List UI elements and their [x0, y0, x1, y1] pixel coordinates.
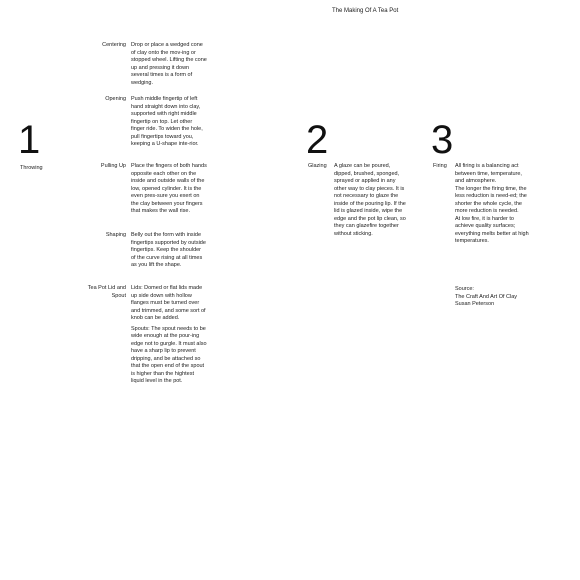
section-number-3: 3	[431, 118, 454, 162]
firing-paragraph: The longer the firing time, the less reduction is need-ed; the shorter the whole cycle, the more reduction is needed.	[455, 185, 527, 214]
section-number-1: 1	[18, 118, 41, 162]
step-label-centering: Centering	[102, 42, 126, 48]
step-paragraph: Belly out the form with inside fingertips supported by outside fingertips. Keep the shoulder of the curve rising at all times as you lift the shape.	[131, 232, 206, 268]
firing-paragraph: All firing is a balancing act between time, temperature, and atmosphere.	[455, 163, 522, 184]
step-paragraph: Place the fingers of both hands opposite each other on the inside and outside walls of the low, opened cylinder. It is the even pres-sure you exert on the clay between your fingers that makes the wall rise.	[131, 163, 207, 214]
step-label-lid-spout: Tea Pot Lid and Spout	[87, 285, 126, 299]
glazing-paragraph: A glaze can be poured, dipped, brushed, sponged, sprayed or applied in any other way to clay pieces. It is not necessary to glaze the inside of the pouring lip. If the lid is glazed inside, wipe the edge and the pot lip clean, so they can glazefire together without sticking.	[334, 163, 406, 237]
page-title: The Making Of A Tea Pot	[332, 8, 399, 14]
step-label-shaping: Shaping	[105, 232, 126, 238]
source-book: The Craft And Art Of Clay	[455, 293, 518, 300]
step-text-lid-spout	[131, 285, 207, 389]
glazing-text	[334, 163, 408, 241]
firing-paragraph: At low fire, it is harder to achieve quality surfaces; everything melts better at high temperatures.	[455, 215, 529, 244]
section-number-2: 2	[306, 118, 329, 162]
step-text-opening	[131, 96, 207, 152]
step-label-pulling-up: Pulling Up	[100, 163, 126, 169]
firing-text	[455, 163, 529, 246]
step-paragraph: Spouts: The spout needs to be wide enough at the pour-ing edge not to gurgle. It must also have a sharp lip to prevent dripping, and be attached so that the open end of the spout is higher than the hightest liquid level in the pot.	[131, 325, 207, 384]
section-label-throwing: Throwing	[20, 165, 43, 171]
step-text-shaping	[131, 232, 207, 273]
source-label: Source:	[455, 286, 474, 292]
step-label-opening: Opening	[105, 96, 126, 102]
section-label-glazing: Glazing	[308, 163, 327, 169]
source-block	[455, 286, 529, 309]
source-author: Susan Peterson	[455, 301, 495, 307]
step-text-centering	[131, 42, 207, 90]
step-paragraph: Push middle fingertip of left hand straight down into clay, supported with right middle fingertip on top. Let other finger ride. To widen the hole, pull fingertips toward you, keeping a U-shape inte-rior.	[131, 96, 203, 147]
section-label-firing: Firing	[433, 163, 447, 169]
step-text-pulling-up	[131, 163, 207, 219]
step-paragraph: Drop or place a wedged cone of clay onto the mov-ing or stopped wheel. Lifting the cone up and pressing it down several times is a form of wedging.	[131, 42, 207, 86]
step-paragraph: Lids: Domed or flat lids made up side down with hollow flanges must be turned over and trimmed, and some sort of knob can be added.	[131, 285, 206, 321]
